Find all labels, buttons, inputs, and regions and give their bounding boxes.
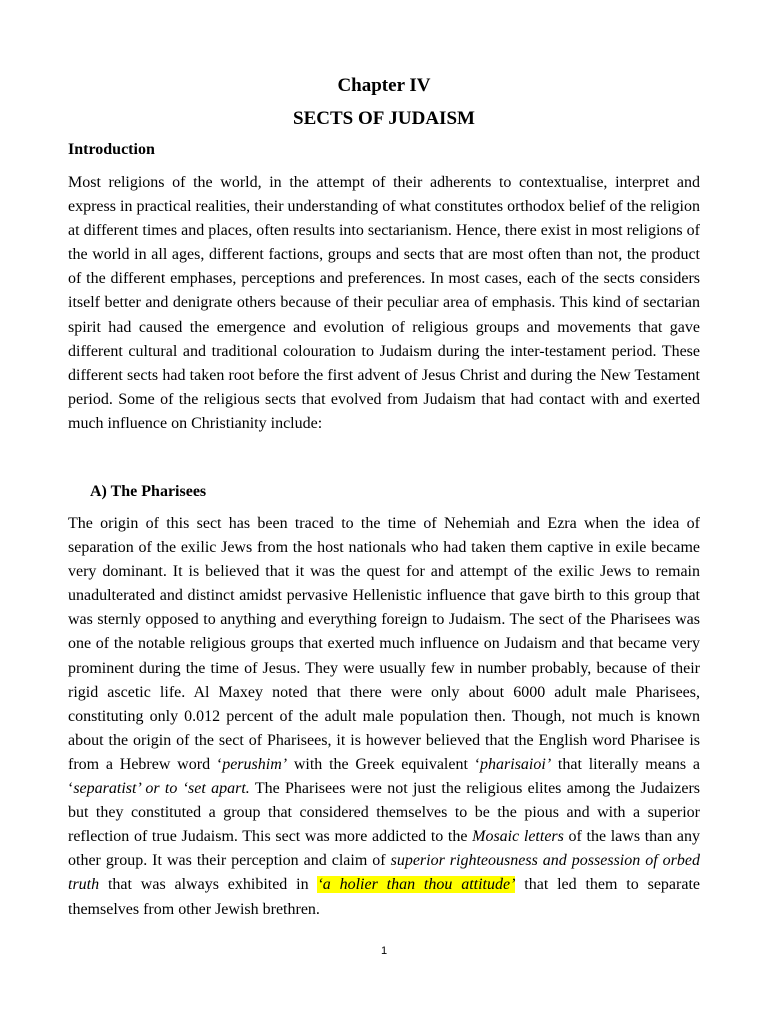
highlighted-phrase: ‘a holier than thou attitude’ [317,876,516,894]
text-run: of the laws than any other group. It was their perception and claim of [68,828,700,870]
italic-term-perushim: perushim’ [222,755,288,773]
chapter-subtitle: SECTS OF JUDAISM [293,108,475,129]
text-run: that was always exhibited in [99,876,318,894]
italic-term-pharisaioi: pharisaioi’ [480,755,552,773]
text-run: with the Greek equivalent ‘ [287,755,481,773]
text-run: that literally means a ‘ [68,755,701,798]
text-run: The Pharisees were not just the religious elites among the Judaizers but they constituted a group that considered themselves to be the pious and with a superior reflection of true Judaism. This sect was more addicted to the [68,780,701,846]
italic-term-separatist: separatist’ or to ‘set apart. [73,780,250,798]
italic-term-superior-righteousness: superior righteousness and possession of orbed truth [68,852,701,894]
text-run: The origin of this sect has been traced to the time of Nehemiah and Ezra when the idea of separation of the exilic Jews from the host nationals who had taken them captive in exile became very dominant. It is believed that it was the quest for and attempt of the exilic Jews to remain unadulterated and distinct amidst pervasive Hellenistic influence that gave birth to this group that was sternly opposed to anything and everything foreign to Judaism. The sect of the Pharisees was one of the notable religious groups that exerted much influence on Judaism and that became very prominent during the time of Jesus. They were usually few in number probably, because of their rigid ascetic life. Al Maxey noted that there were only about 6000 adult male Pharisees, constituting only 0.012 percent of the adult male population then. Though, not much is known about the origin of the sect of Pharisees, it is however believed that the English word Pharisee is from a Hebrew word ‘ [68,515,700,773]
introduction-heading: Introduction [68,141,155,158]
introduction-paragraph: Most religions of the world, in the attempt of their adherents to contextualise, interpret and express in practical realities, their understanding of what constitutes orthodox belief of the religion at different times and places, often results into sectarianism. Hence, there exist in most religions of the world in all ages, different factions, groups and sects that are most often than not, the product of the different emphases, perceptions and preferences. In most cases, each of the sects considers itself better and denigrate others because of their peculiar area of emphasis. This kind of sectarian spirit had caused the emergence and evolution of religious groups and movements that gave different cultural and traditional colouration to Judaism during the inter-testament period. These different sects had taken root before the first advent of Jesus Christ and during the New Testament period. Some of the religious sects that evolved from Judaism that had contact with and exerted much influence on Christianity include: [68,174,700,432]
chapter-title: Chapter IV [337,75,431,96]
page-number: 1 [380,945,388,957]
italic-term-mosaic-letters: Mosaic letters [472,828,564,846]
pharisees-heading: A) The Pharisees [90,483,207,500]
text-run: that led them to separate themselves from other Jewish brethren. [68,876,700,918]
pharisees-paragraph [68,512,700,922]
